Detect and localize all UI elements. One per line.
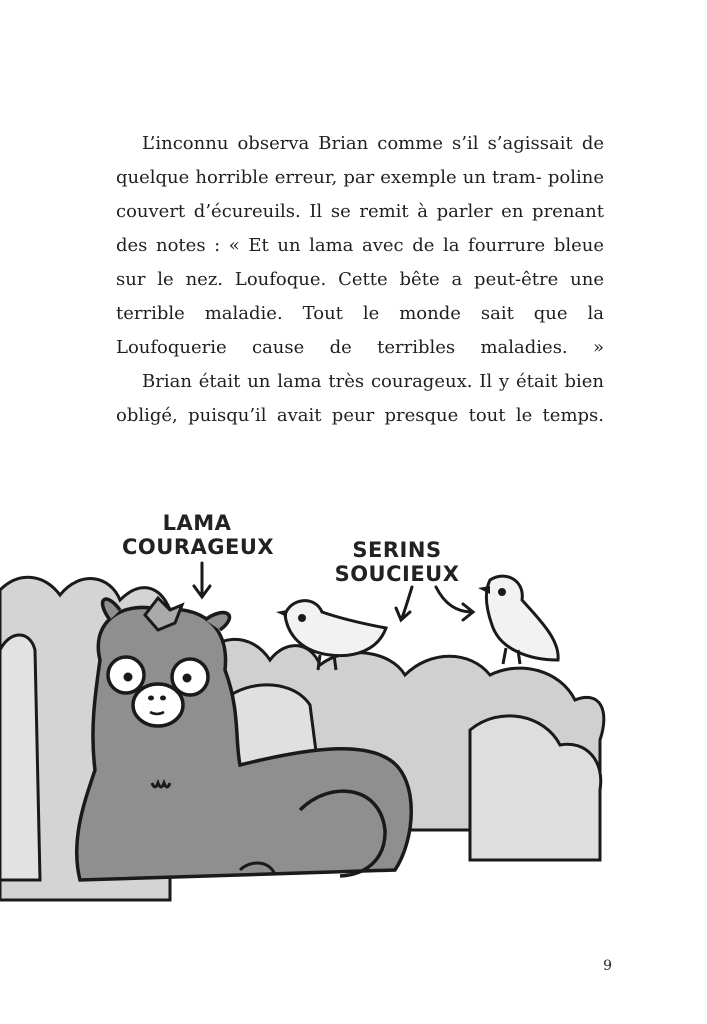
canary-right	[478, 576, 558, 664]
label-serins-soucieux: SERINS SOUCIEUX	[334, 538, 460, 586]
label-lama-courageux: LAMA COURAGEUX	[122, 511, 275, 559]
paragraph-2: Brian était un lama très courageux. Il y était bien obligé, puisqu’il avait peur presque tout le temps.	[116, 371, 604, 426]
body-text	[116, 127, 604, 433]
paragraph-1: L’inconnu observa Brian comme s’il s’agissait de quelque horrible erreur, par exemple un tram- poline couvert d’écureuils. Il se remit à parler en prenant des notes : « Et un lama avec de la fourrure bleue sur le nez. Loufoque. Cette bête a peut-être une terrible maladie. Tout le monde sait que la Loufoquerie cause de terribles maladies. »	[116, 133, 604, 358]
page-number: 9	[603, 958, 612, 974]
